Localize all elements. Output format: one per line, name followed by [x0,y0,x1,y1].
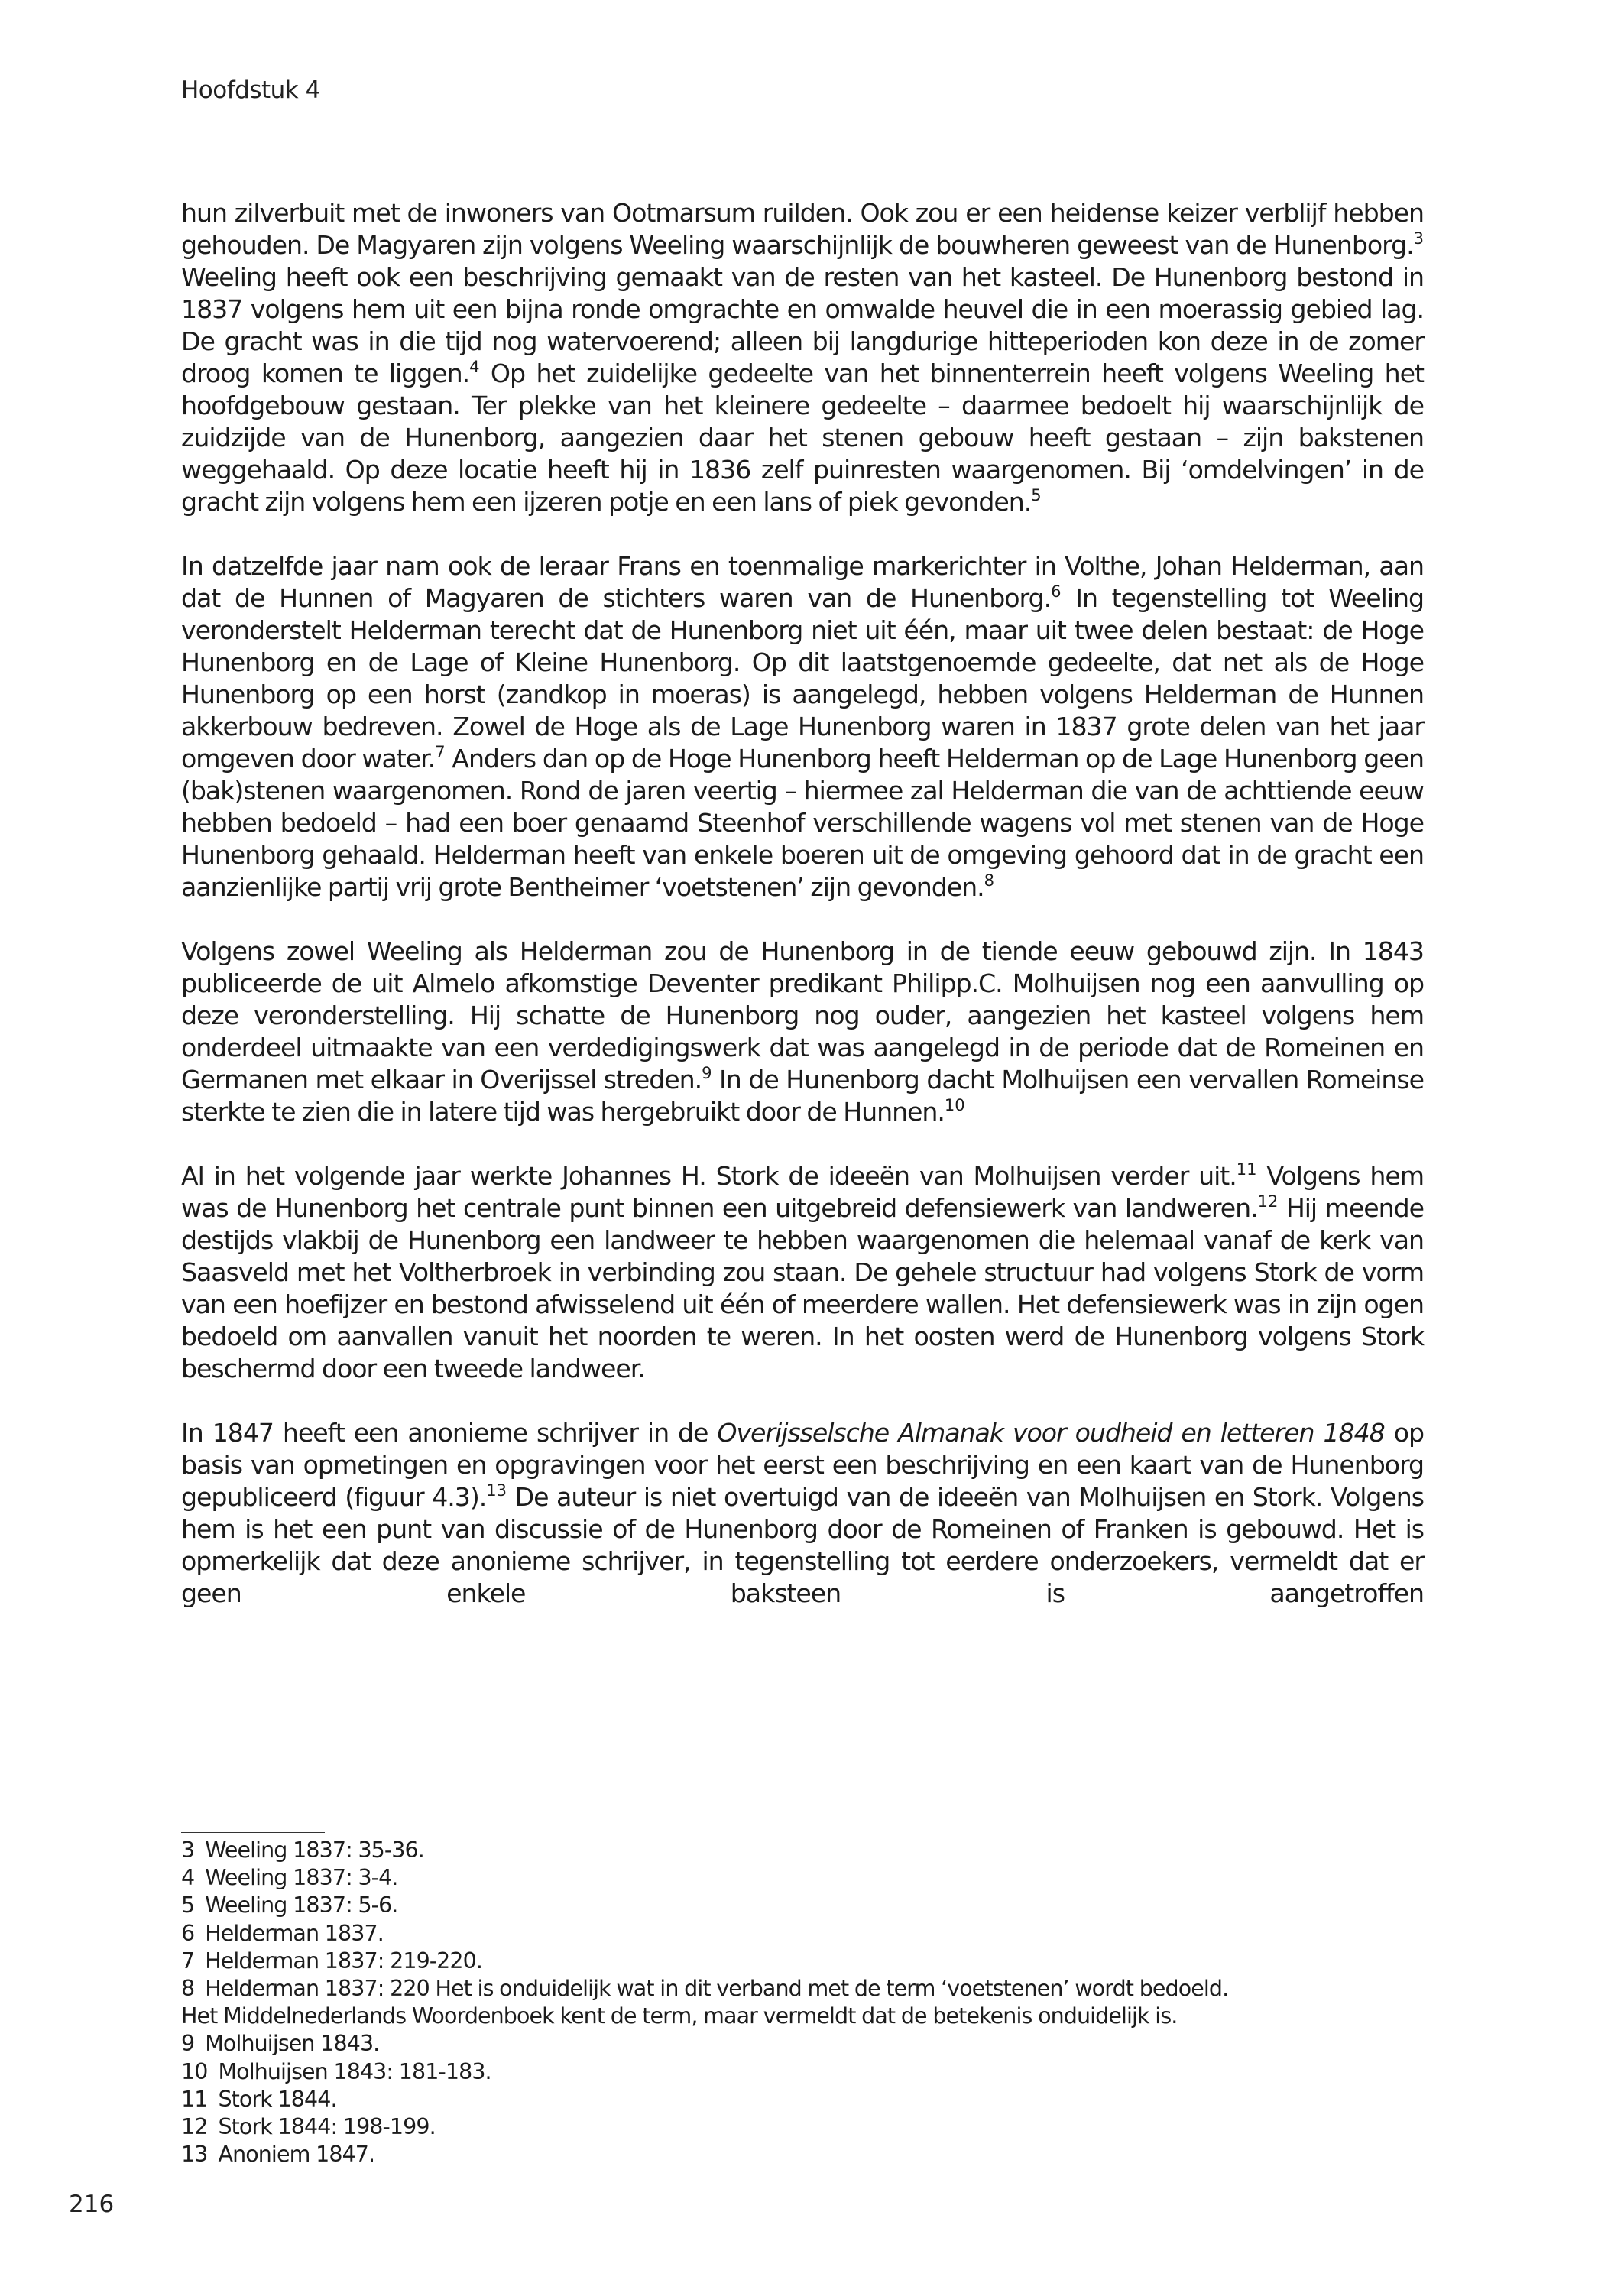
paragraph [181,1160,1424,1385]
footnote-text: Weeling 1837: 3-4. [205,1865,398,1891]
footnote-number: 3 [181,1837,195,1863]
footnote [181,1837,1434,1864]
paragraph [181,936,1424,1128]
footnote-number: 5 [181,1892,195,1918]
text-run: Weeling heeft ook een beschrijving gemaakt van de resten van het kasteel. De Hunenborg bestond in 1837 volgens hem uit een bijna ronde omgrachte en omwalde heuvel die in een moerassig gebied lag. De gracht was in die tijd nog watervoerend; alleen bij langdurige hitteperioden kon deze in de zomer droog komen te liggen. [181,262,1424,388]
footnote-ref: 11 [1236,1160,1257,1179]
text-run: Volgens zowel Weeling als Helderman zou de Hunenborg in de tiende eeuw gebouwd zijn. In 1843 publiceerde de uit Almelo afkomstige Deventer predikant Philipp.C. Molhuijsen nog een aanvulling op deze veronderstelling. Hij schatte de Hunenborg nog ouder, aangezien het kasteel volgens hem onderdeel uitmaakte van een verdedigingswerk dat was aangelegd in de periode dat de Romeinen en Germanen met elkaar in Overijssel streden. [181,936,1424,1095]
footnote-ref: 5 [1031,486,1042,504]
footnote-text: Helderman 1837: 220 Het is onduidelijk wat in dit verband met de term ‘voetstenen’ wordt bedoeld. [205,1976,1229,2002]
footnote-text: Het Middelnederlands Woordenboek kent de term, maar vermeldt dat de betekenis onduidelijk is. [181,2003,1178,2029]
footnote [181,2030,1434,2058]
footnote-ref: 10 [944,1096,965,1114]
footnote [181,1892,1434,1919]
paragraph [181,1417,1424,1610]
footnote [181,1920,1434,1948]
footnote-text: Molhuijsen 1843: 181-183. [218,2058,491,2084]
footnote-ref: 7 [435,743,446,761]
text-run: Anders dan op de Hoge Hunenborg heeft Helderman op de Lage Hunenborg geen (bak)stenen waargenomen. Rond de jaren veertig – hiermee zal Helderman die van de achttiende eeuw hebben bedoeld – had een boer genaamd Steenhof verschillende wagens vol met stenen van de Hoge Hunenborg gehaald. Helderman heeft van enkele boeren uit de omgeving gehoord dat in de gracht een aanzienlijke partij vrij grote Bentheimer ‘voetstenen’ zijn gevonden. [181,744,1424,902]
footnote-text: Weeling 1837: 5-6. [205,1892,398,1918]
footnote [181,1975,1434,2003]
text-run: In 1847 heeft een anonieme schrijver in de [181,1418,718,1448]
footnote-number: 4 [181,1865,195,1891]
text-run: In tegenstelling tot Weeling veronderstelt Helderman terecht dat de Hunenborg niet uit één, maar uit twee delen bestaat: de Hoge Hunenborg en de Lage of Kleine Hunenborg. Op dit laatstgenoemde gedeelte, dat net als de Hoge Hunenborg op een horst (zandkop in moeras) is aangelegd, hebben volgens Helderman de Hunnen akkerbouw bedreven. Zowel de Hoge als de Lage Hunenborg waren in 1837 grote delen van het jaar omgeven door water. [181,583,1425,774]
footnote [181,1948,1434,1975]
footnote-ref: 13 [486,1481,507,1500]
footnote [181,2086,1434,2113]
text-run: hun zilverbuit met de inwoners van Ootmarsum ruilden. Ook zou er een heidense keizer verblijf hebben gehouden. De Magyaren zijn volgens Weeling waarschijnlijk de bouwheren geweest van de Hunenborg. [181,198,1424,260]
footnote-ref: 8 [984,871,995,890]
paragraph [181,197,1424,518]
footnote [181,2058,1434,2086]
footnote-text: Weeling 1837: 35-36. [205,1837,424,1863]
footnote-separator [181,1832,325,1833]
text-run: Op het zuidelijke gedeelte van het binnenterrein heeft volgens Weeling het hoofdgebouw gestaan. Ter plekke van het kleinere gedeelte – daarmee bedoelt hij waarschijnlijk de zuidzijde van de Hunenborg, aangezien daar het stenen gebouw heeft gestaan – zijn bakstenen weggehaald. Op deze locatie heeft hij in 1836 zelf puinresten waargenomen. Bij ‘omdelvingen’ in de gracht zijn volgens hem een ijzeren potje en een lans of piek gevonden. [181,358,1424,517]
footnote-number: 7 [181,1948,195,1974]
footnote-number: 12 [181,2114,208,2140]
footnote-text: Helderman 1837. [205,1920,384,1946]
text-run: Hij meende destijds vlakbij de Hunenborg een landweer te hebben waargenomen die helemaal vanaf de kerk van Saasveld met het Voltherbroek in verbinding zou staan. De gehele structuur had volgens Stork de vorm van een hoefijzer en bestond afwisselend uit één of meerdere wallen. Het defensiewerk was in zijn ogen bedoeld om aanvallen vanuit het noorden te weren. In het oosten werd de Hunenborg volgens Stork beschermd door een tweede landweer. [181,1193,1424,1383]
running-head: Hoofdstuk 4 [181,76,320,104]
footnote-number: 13 [181,2142,208,2168]
footnote-ref: 9 [702,1064,712,1082]
italic-title: Overijsselsche Almanak voor oudheid en letteren 1848 [717,1418,1385,1448]
text-run: op basis van opmetingen en opgravingen voor het eerst een beschrijving en een kaart van de Hunenborg gepubliceerd (figuur 4.3). [181,1418,1424,1512]
text-run: Volgens hem was de Hunenborg het centrale punt binnen een uitgebreid defensiewerk van landweren. [181,1161,1424,1223]
footnote [181,2113,1434,2141]
footnote-ref: 3 [1413,229,1424,248]
footnote-text: Stork 1844: 198-199. [218,2114,436,2140]
footnote-number: 10 [181,2058,208,2084]
text-run: In datzelfde jaar nam ook de leraar Frans en toenmalige markerichter in Volthe, Johan Helderman, aan dat de Hunnen of Magyaren de stichters waren van de Hunenborg. [181,551,1424,613]
footnote-number: 6 [181,1920,195,1946]
footnote-continuation [181,2003,1434,2030]
footnote [181,1864,1434,1892]
footnotes [181,1837,1434,2168]
footnote-ref: 6 [1051,582,1062,601]
body-text [181,197,1424,1610]
footnote-text: Molhuijsen 1843. [205,2031,380,2057]
footnote [181,2141,1434,2168]
text-run: In de Hunenborg dacht Molhuijsen een vervallen Romeinse sterkte te zien die in latere tijd was hergebruikt door de Hunnen. [181,1065,1424,1127]
footnote-number: 11 [181,2086,208,2112]
footnote-number: 9 [181,2031,195,2057]
text-run: Al in het volgende jaar werkte Johannes H. Stork de ideeën van Molhuijsen verder uit. [181,1161,1237,1191]
footnote-ref: 12 [1257,1192,1279,1211]
footnote-ref: 4 [469,358,480,376]
footnote-text: Helderman 1837: 219-220. [205,1948,483,1974]
text-run: De auteur is niet overtuigd van de ideeën van Molhuijsen en Stork. Volgens hem is het een punt van discussie of de Hunenborg door de Romeinen of Franken is gebouwd. Het is opmerkelijk dat deze anonieme schrijver, in tegenstelling tot eerdere onderzoekers, vermeldt dat er geen enkele baksteen is aangetroffen [181,1482,1424,1608]
footnote-number: 8 [181,1976,195,2002]
footnote-text: Anoniem 1847. [218,2142,375,2168]
page-number: 216 [69,2191,115,2218]
paragraph [181,550,1424,903]
footnote-text: Stork 1844. [218,2086,337,2112]
